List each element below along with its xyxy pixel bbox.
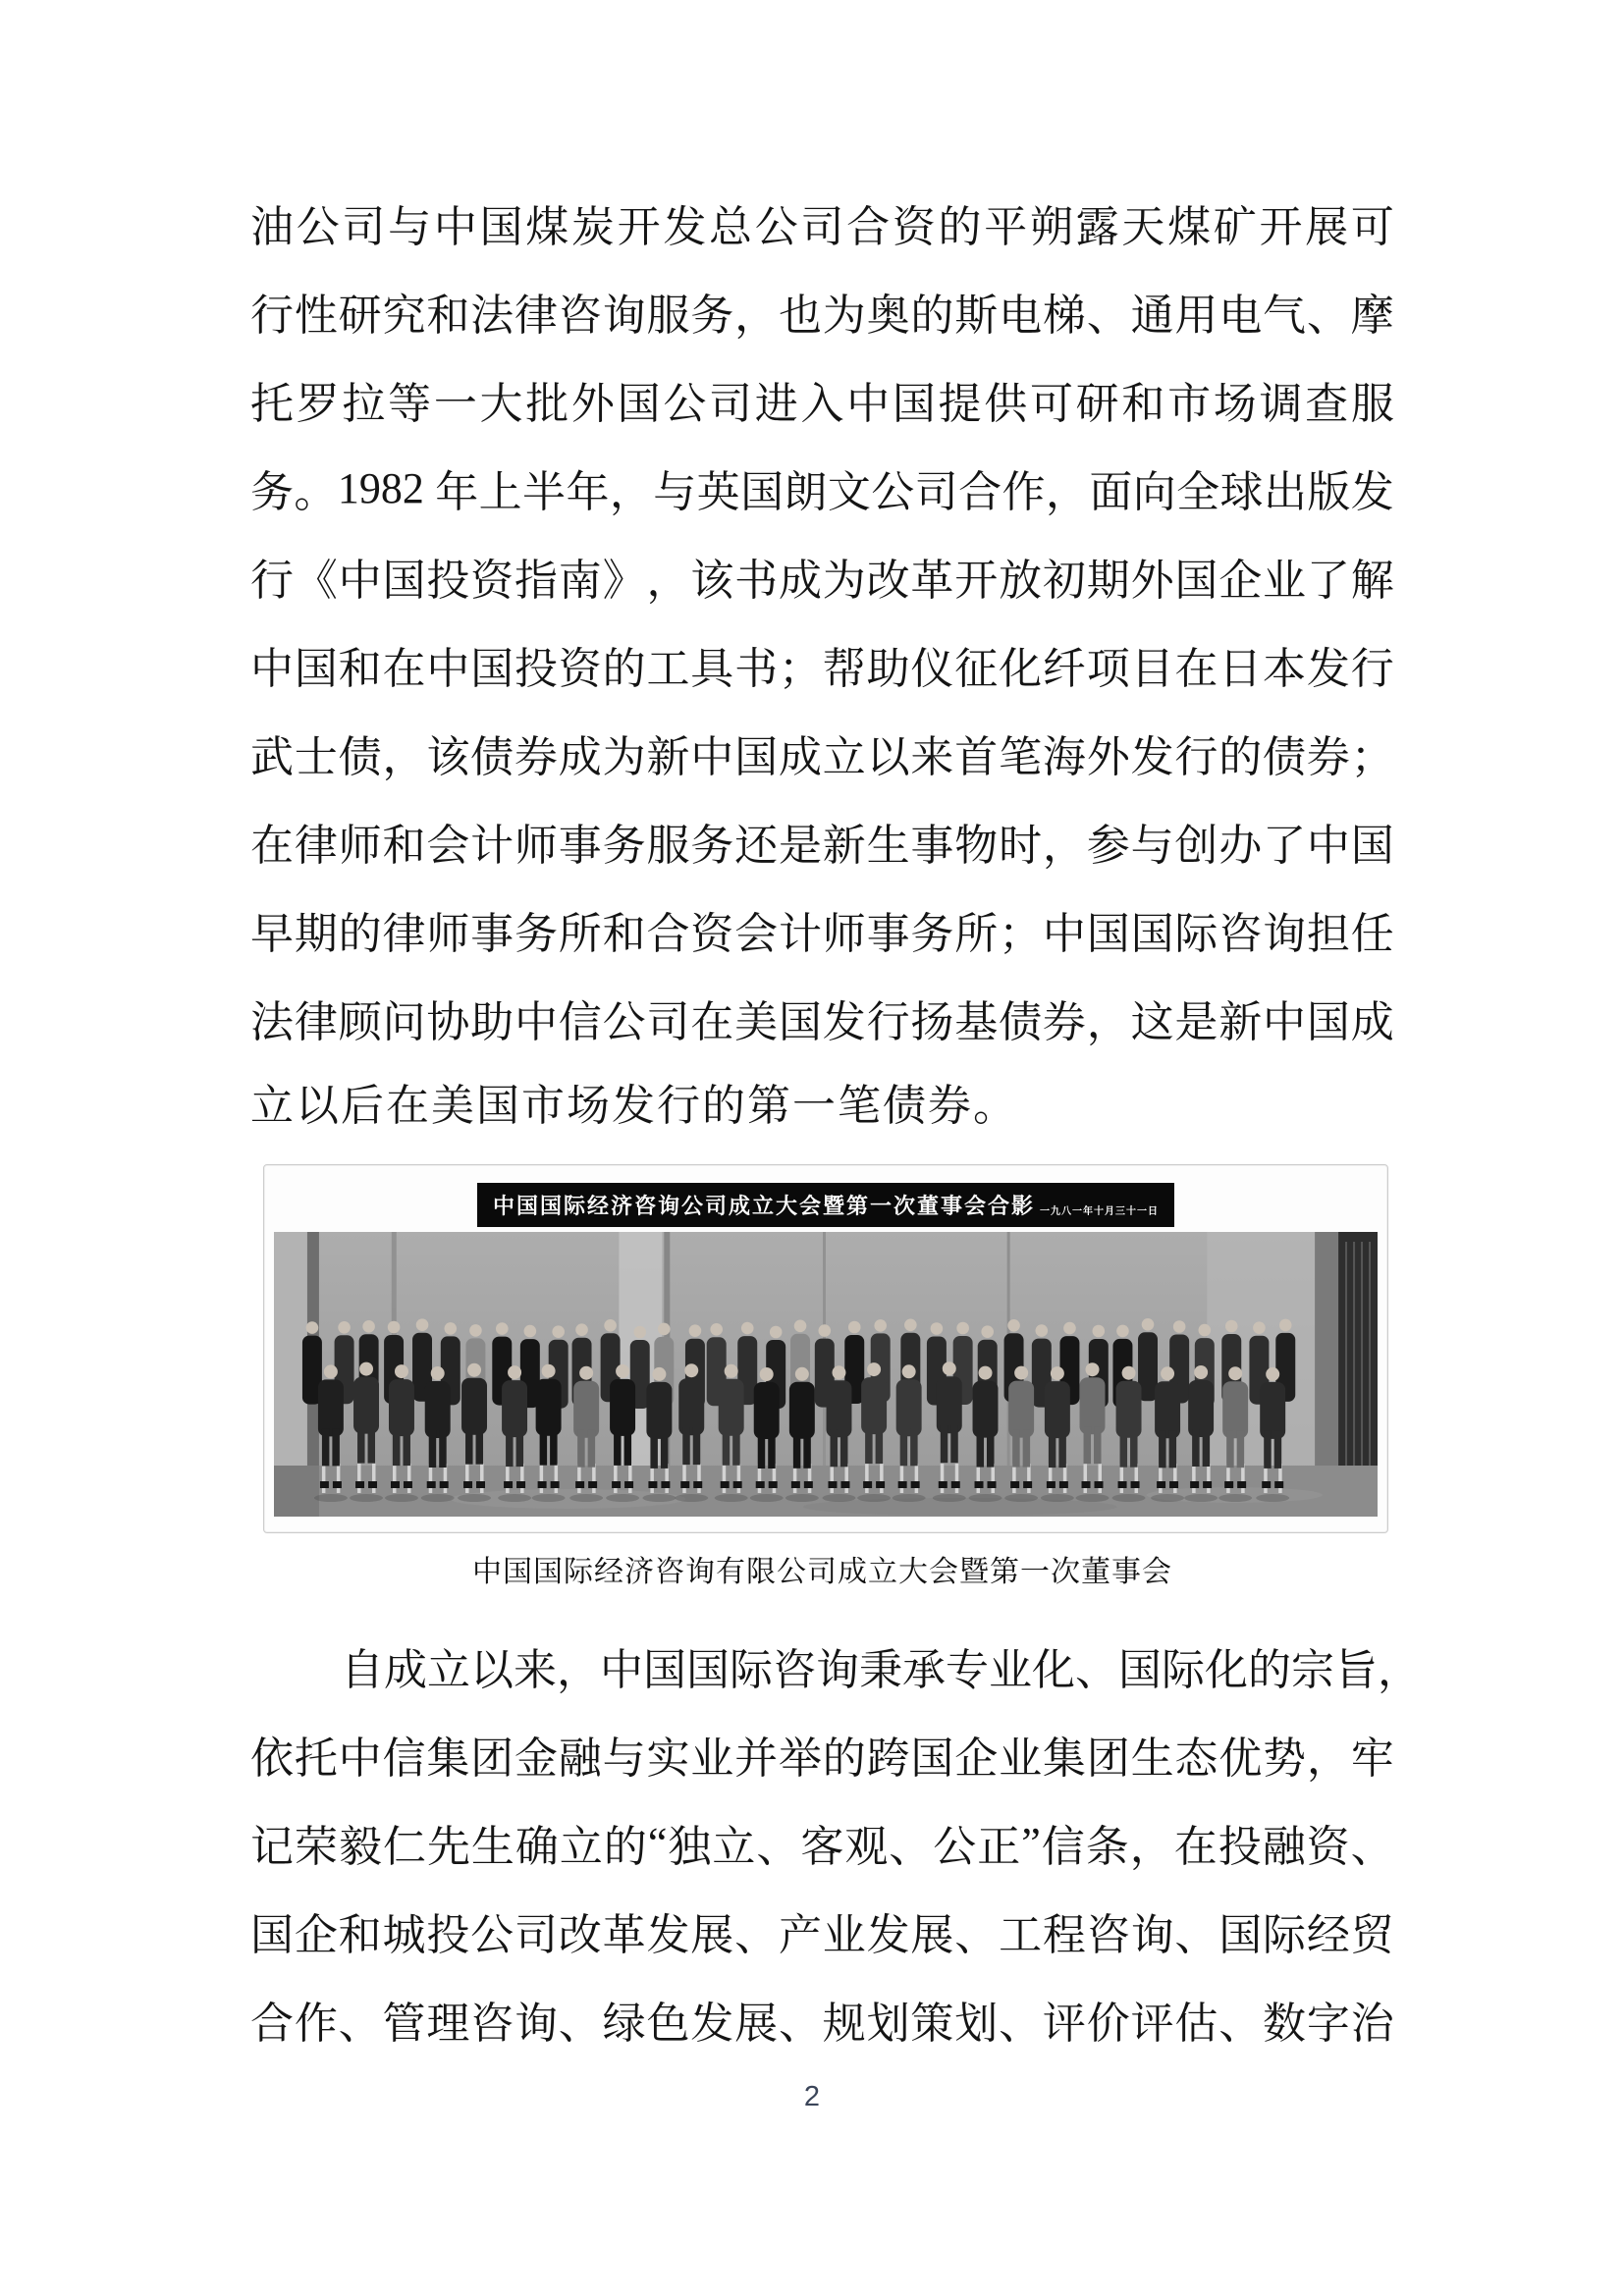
body-line: 行 《 中 国 投 资 指 南 》 ， 该 书 成 为 改 革 开 放 初 期 外 国 企 业 了 解 — [250, 557, 1394, 605]
paragraph-mission — [250, 1622, 1421, 2063]
body-line: 油 公 司 与 中 国 煤 炭 开 发 总 公 司 合 资 的 平 朔 露 天 煤 矿 开 展 可 — [250, 203, 1394, 251]
body-line: 中 国 和 在 中 国 投 资 的 工 具 书 ； 帮 助 仪 征 化 纤 项 目 在 日 本 发 行 — [250, 645, 1394, 693]
body-line: 立以后在美国市场发行的第一笔债券。 — [250, 1082, 1018, 1130]
body-line: 早 期 的 律 师 事 务 所 和 合 资 会 计 师 事 务 所 ； 中 国 国 际 咨 询 担 任 — [250, 910, 1394, 958]
body-line: 行 性 研 究 和 法 律 咨 询 服 务 ， 也 为 奥 的 斯 电 梯 、 通 用 电 气 、 摩 — [250, 292, 1394, 340]
photo-banner-title: 中国国际经济咨询公司成立大会暨第一次董事会合影 — [492, 1194, 1036, 1218]
photo-caption: 中国国际经济咨询有限公司成立大会暨第一次董事会 — [472, 1556, 1172, 1588]
body-line: 合 作 、 管 理 咨 询 、 绿 色 发 展 、 规 划 策 划 、 评 价 评 估 、 数 字 治 — [250, 2000, 1394, 2048]
body-line: 记 荣 毅 仁 先 生 确 立 的 “ 独 立 、 客 观 、 公 正 ” 信 条 ， 在 投 融 资 、 — [250, 1818, 1394, 1871]
photo-banner-date: 一九八一年十月三十一日 — [1040, 1206, 1160, 1217]
body-line: 务 。 1982 年 上 半 年 ， 与 英 国 朗 文 公 司 合 作 ， 面 向 全 球 出 版 发 — [250, 463, 1394, 516]
body-line: 武 士 债 ， 该 债 券 成 为 新 中 国 成 立 以 来 首 笔 海 外 发 行 的 债 券 ； — [250, 733, 1394, 781]
body-line: 托 罗 拉 等 一 大 批 外 国 公 司 进 入 中 国 提 供 可 研 和 市 场 调 查 服 — [250, 380, 1394, 428]
body-line: 在 律 师 和 会 计 师 事 务 服 务 还 是 新 生 事 物 时 ， 参 与 创 办 了 中 国 — [250, 822, 1394, 870]
body-line: 法 律 顾 问 协 助 中 信 公 司 在 美 国 发 行 扬 基 债 券 ， 这 是 新 中 国 成 — [250, 998, 1394, 1046]
group-photo — [274, 1232, 1378, 1517]
photo-floor — [274, 1466, 1378, 1517]
group-photo-figure — [263, 1164, 1388, 1533]
group-photo-svg — [274, 1232, 1378, 1517]
body-line: 依 托 中 信 集 团 金 融 与 实 业 并 举 的 跨 国 企 业 集 团 生 态 优 势 ， 牢 — [250, 1735, 1394, 1783]
paragraph-opening — [250, 179, 1394, 1150]
body-line: 国 企 和 城 投 公 司 改 革 发 展 、 产 业 发 展 、 工 程 咨 询 、 国 际 经 贸 — [250, 1911, 1394, 1959]
page-number: 2 — [803, 2081, 821, 2112]
photo-banner — [477, 1183, 1174, 1227]
body-line: 自 成 立 以 来 ， 中 国 国 际 咨 询 秉 承 专 业 化 、 国 际 化 的 宗 旨 ， — [341, 1646, 1421, 1694]
